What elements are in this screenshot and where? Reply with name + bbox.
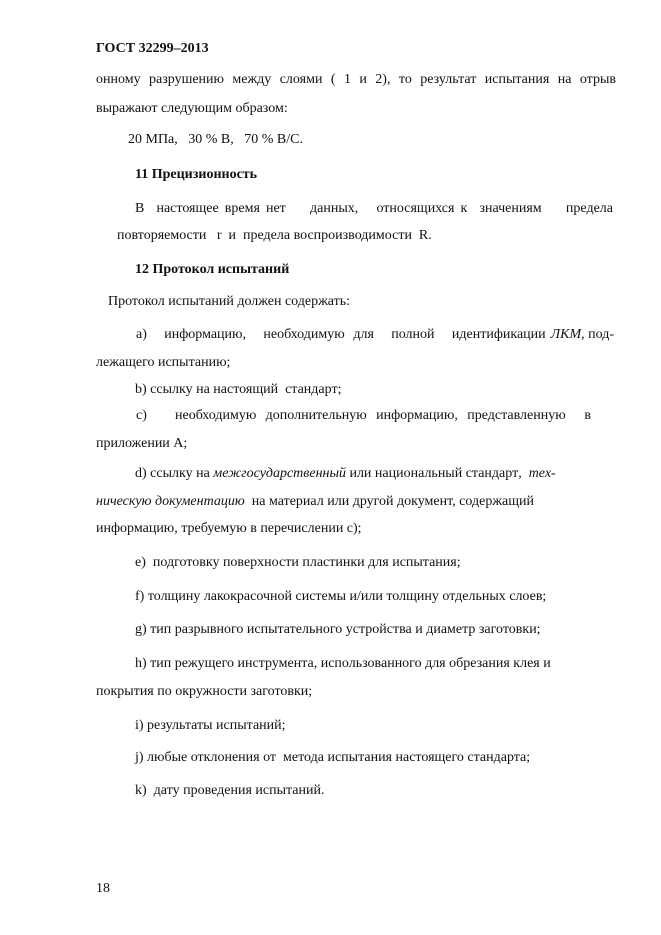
item-a-line-1 xyxy=(136,326,614,344)
item-a-end: , под- xyxy=(581,327,614,342)
item-d-mid: или национальный стандарт xyxy=(345,466,519,481)
item-d-pre: d) ссылку на xyxy=(135,466,214,481)
item-g: g) тип разрывного испытательного устройства и диаметр заготовки; xyxy=(135,622,541,637)
item-h-line-1: h) тип режущего инструмента, использованного для обрезания клея и xyxy=(135,656,551,671)
section-11-line-2: повторяемости r и предела воспроизводимости R. xyxy=(117,228,432,243)
intro-line-1: онному разрушению между слоями ( 1 и 2), то результат испытания на отрыв xyxy=(96,72,616,87)
item-e: е) подготовку поверхности пластинки для испытания; xyxy=(135,555,461,570)
item-d-italic-2: , тех- xyxy=(518,466,556,481)
section-11-line-1: В настоящее время нет данных, относящихся к значениям предела xyxy=(135,201,613,216)
item-d-line-2 xyxy=(96,493,534,511)
item-k: k) дату проведения испытаний. xyxy=(135,783,325,798)
section-11-heading: 11 Прецизионность xyxy=(135,167,258,182)
item-d-rest: на материал или другой документ, содержащий xyxy=(244,494,534,509)
item-i: i) результаты испытаний; xyxy=(135,718,286,733)
item-f: f) толщину лакокрасочной системы и/или толщину отдельных слоев; xyxy=(135,589,547,604)
item-d-italic-1: межгосударственный xyxy=(213,466,346,481)
item-b: b) ссылку на настоящий стандарт; xyxy=(135,382,342,397)
item-d-italic-3: ническую документацию xyxy=(96,494,245,509)
item-h-line-2: покрытия по окружности заготовки; xyxy=(96,684,313,699)
section-12-lead: Протокол испытаний должен содержать: xyxy=(108,294,351,309)
section-12-heading: 12 Протокол испытаний xyxy=(135,262,290,277)
item-j: j) любые отклонения от метода испытания настоящего стандарта; xyxy=(135,750,531,765)
document-header: ГОСТ 32299–2013 xyxy=(96,41,209,56)
item-a-term: ЛКМ xyxy=(550,327,582,342)
result-example: 20 МПа, 30 % В, 70 % В/С. xyxy=(128,132,303,147)
item-a-text: а) информацию, необходимую для полной идентификации xyxy=(136,327,546,342)
item-d-line-1 xyxy=(135,465,556,483)
item-a-line-2: лежащего испытанию; xyxy=(96,355,231,370)
item-c-line-1: с) необходимую дополнительную информацию, представленную в xyxy=(136,408,591,423)
item-c-line-2: приложении А; xyxy=(96,436,188,451)
intro-line-2: выражают следующим образом: xyxy=(96,101,288,116)
item-d-line-3: информацию, требуемую в перечислении с); xyxy=(96,521,362,536)
page-number: 18 xyxy=(96,881,110,896)
